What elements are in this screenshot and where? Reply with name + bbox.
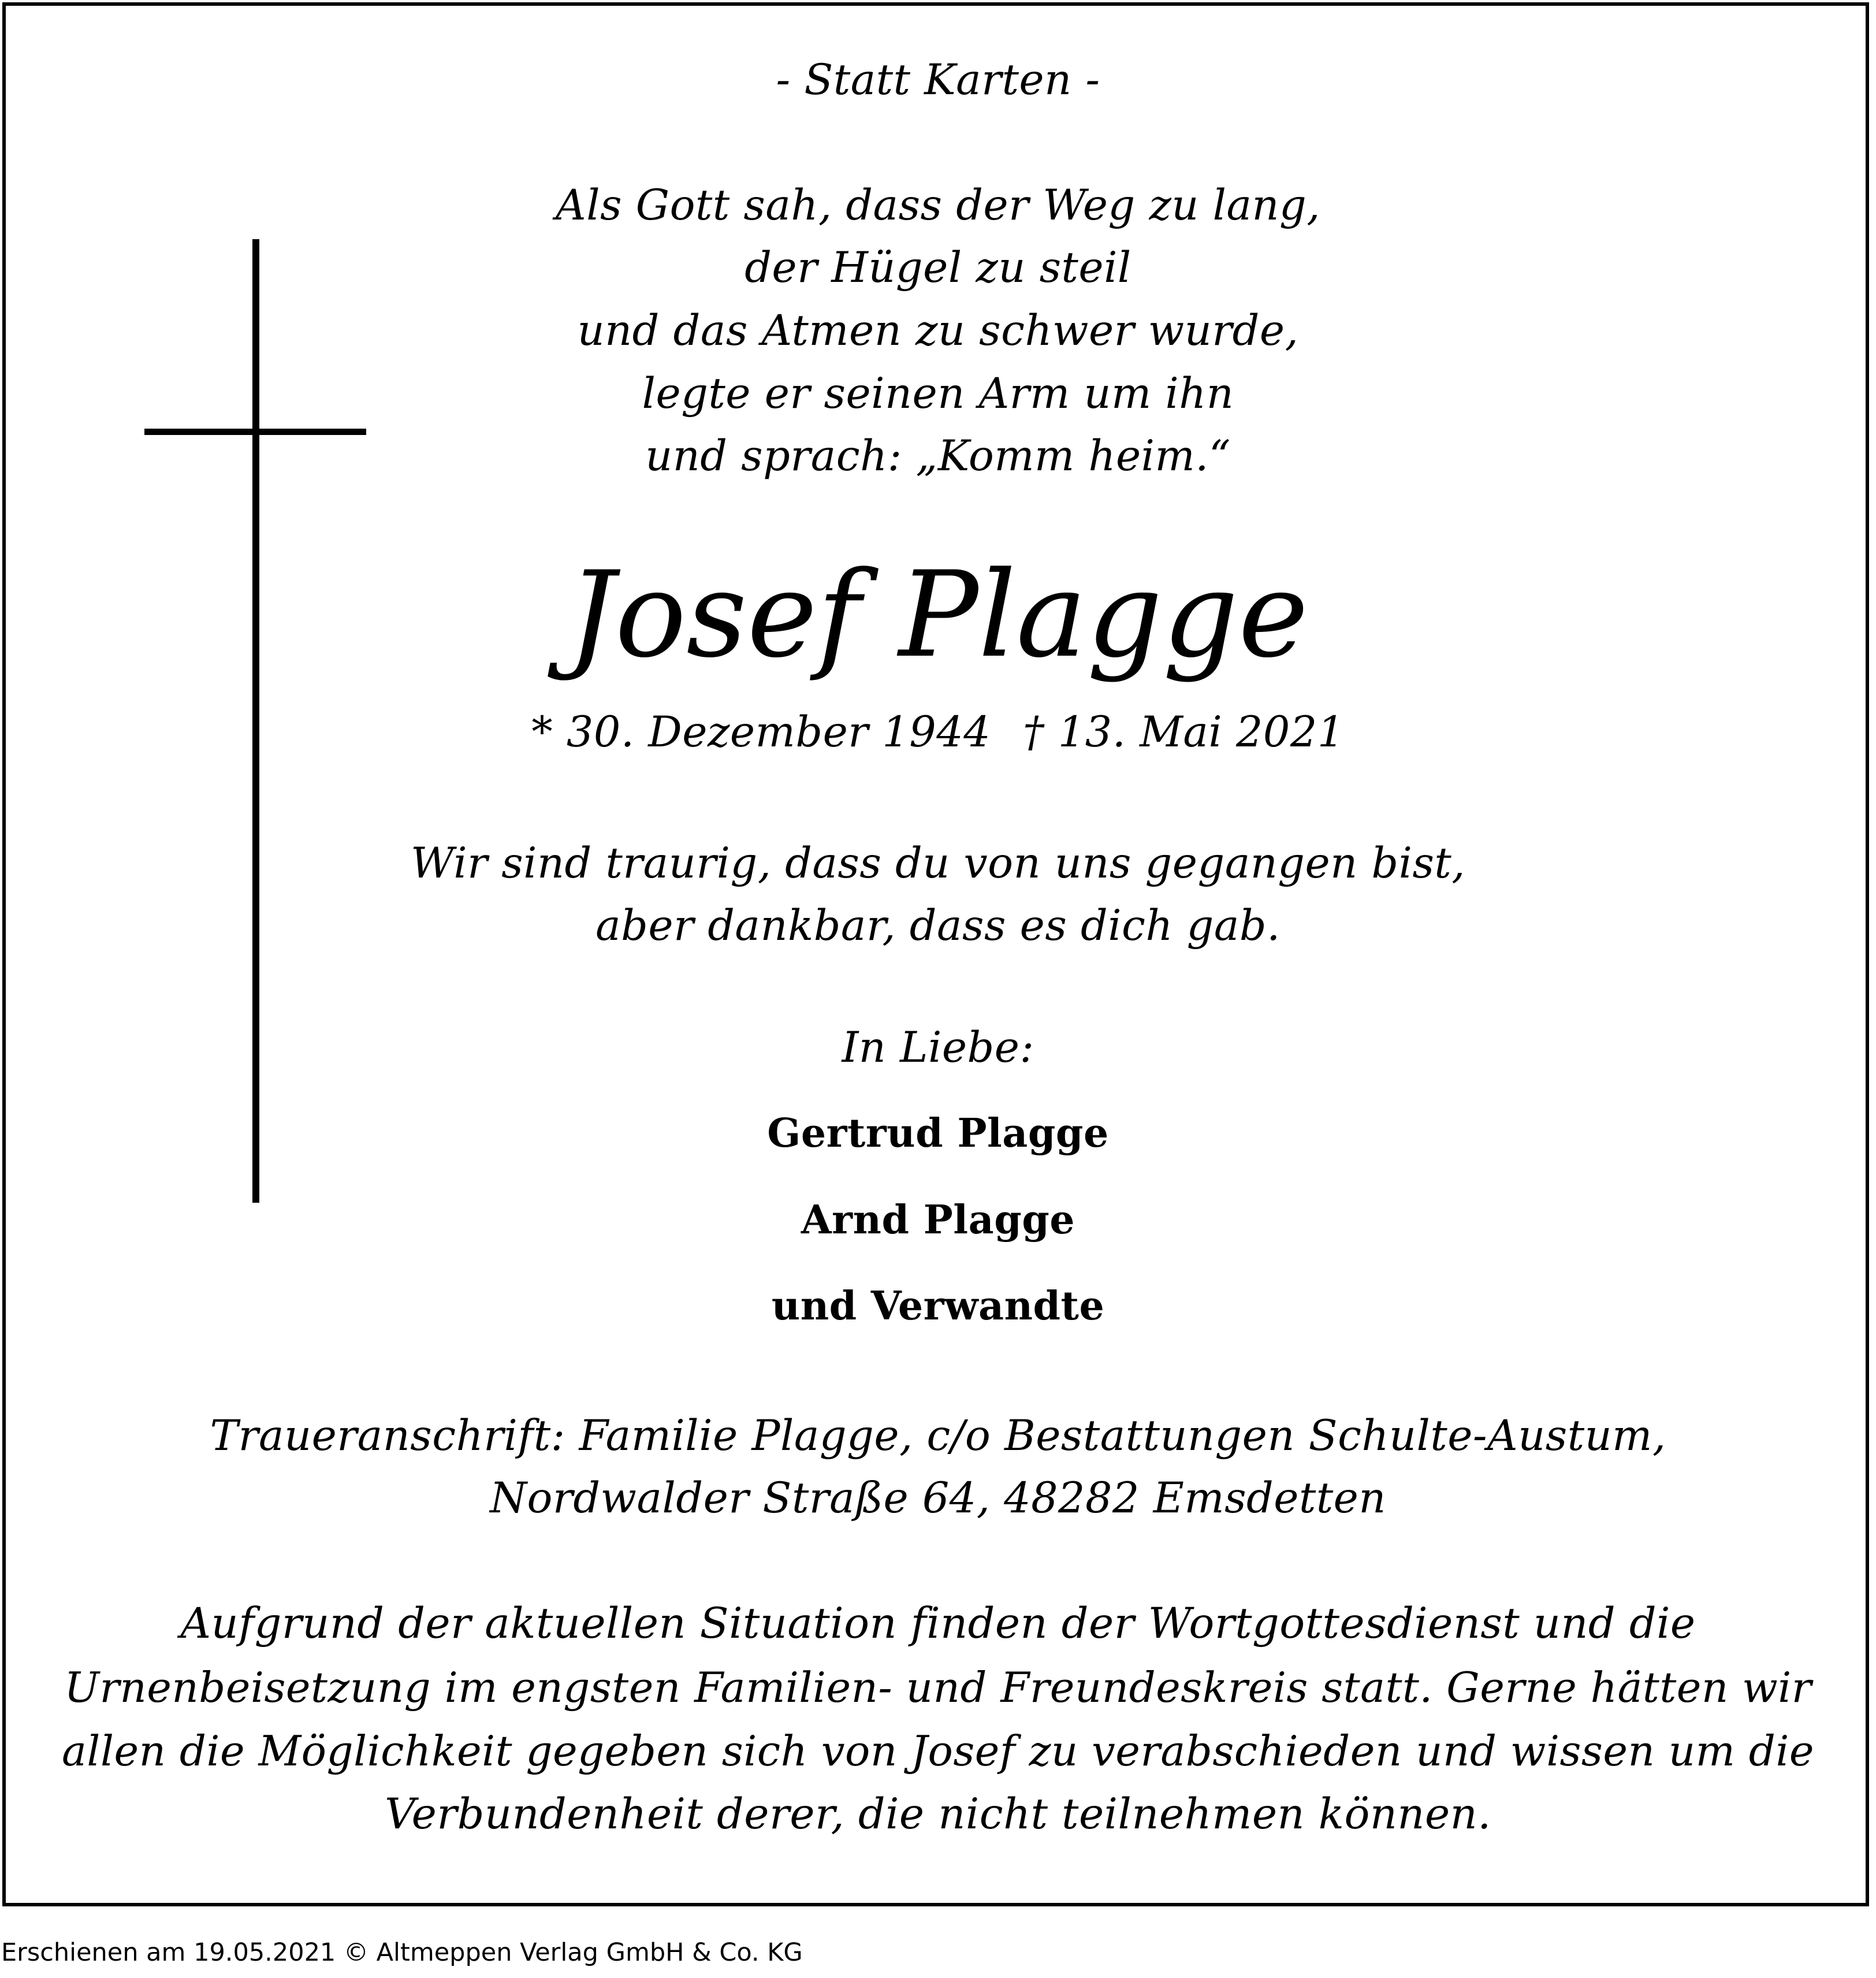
birth-date: * 30. Dezember 1944 [531, 708, 991, 757]
info-line-2: Urnenbeisetzung im engsten Familien- und Freundeskreis statt. Gerne hätten wir [64, 1663, 1812, 1712]
death-date: † 13. Mai 2021 [1023, 708, 1345, 757]
mourner-name: Gertrud Plagge [767, 1110, 1109, 1157]
poem-line-3: und das Atmen zu schwer wurde, [577, 306, 1299, 355]
mourner-name: Arnd Plagge [801, 1197, 1075, 1243]
poem-line-2: der Hügel zu steil [745, 243, 1131, 292]
condolence-line-2: aber dankbar, dass es dich gab. [595, 901, 1281, 950]
poem-line-4: legte er seinen Arm um ihn [642, 369, 1234, 418]
poem-line-1: Als Gott sah, dass der Weg zu lang, [556, 181, 1320, 230]
deceased-name: Josef Plagge [567, 546, 1309, 684]
info-line-3: allen die Möglichkeit gegeben sich von Josef zu verabschieden und wissen um die [61, 1727, 1814, 1775]
mourner-name: und Verwandte [771, 1283, 1105, 1329]
info-line-4: Verbundenheit derer, die nicht teilnehmen können. [385, 1790, 1491, 1839]
life-dates [58, 701, 1818, 764]
info-line-1: Aufgrund der aktuellen Situation finden der Wortgottesdienst und die [180, 1599, 1696, 1648]
condolence-line-1: Wir sind traurig, dass du von uns gegangen bist, [411, 839, 1465, 888]
in-liebe-label: In Liebe: [842, 1023, 1034, 1072]
address-line-2: Nordwalder Straße 64, 48282 Emsdetten [490, 1474, 1386, 1523]
poem-line-5: und sprach: „Komm heim.“ [645, 432, 1231, 481]
publication-credit: Erschienen am 19.05.2021 © Altmeppen Verlag GmbH & Co. KG [1, 1938, 803, 1967]
address-line-1: Traueranschrift: Familie Plagge, c/o Bestattungen Schulte-Austum, [210, 1411, 1666, 1460]
statt-karten-heading: - Statt Karten - [776, 55, 1100, 105]
